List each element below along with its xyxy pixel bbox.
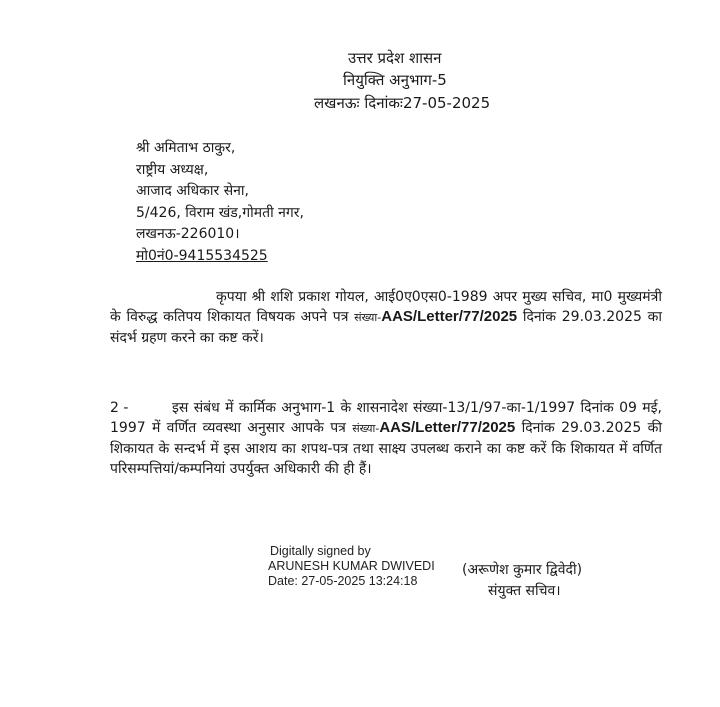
signatory-name: (अरूणेश कुमार द्विवेदी) <box>462 562 583 578</box>
signatory-block <box>462 560 582 602</box>
addressee-title: राष्ट्रीय अध्यक्ष, <box>136 161 209 178</box>
paragraph-1-text-a: कृपया श्री शशि प्रकाश गोयल, आई0ए0एस0-1989 अपर मुख्य सचिव, मा0 मुख्यमंत्री के विरुद्ध कतिपय शिकायत विषयक अपने पत्र <box>110 289 662 325</box>
digital-signature-block <box>268 544 435 589</box>
addressee-name: श्री अमिताभ ठाकुर, <box>136 140 236 156</box>
addressee-block <box>136 138 304 267</box>
paragraph-2-text-b: दिनांक 29.03.2025 की शिकायत के सन्दर्भ में इस आशय का शपथ-पत्र तथा साक्ष्य उपलब्ध कराने का कष्ट करें कि शिकायत में वर्णित परिसम्पत्तियां/कम्पनियां उपर्युक्त अधिकारी की ही हैं। <box>110 420 662 477</box>
paragraph-1-text-b: दिनांक 29.03.2025 का संदर्भ ग्रहण करने का कष्ट करें। <box>110 309 662 346</box>
paragraph-1-reference: AAS/Letter/77/2025 <box>381 308 518 325</box>
paragraph-2-ref-prefix: संख्या- <box>352 422 380 435</box>
paragraph-2 <box>110 398 662 479</box>
digital-signature-label: Digitally signed by <box>270 544 371 558</box>
header-place-date: लखनऊः दिनांकः27-05-2025 <box>314 94 491 112</box>
paragraph-2-number: 2 - <box>110 400 129 416</box>
addressee-street: 5/426, विराम खंड,गोमती नगर, <box>136 204 304 221</box>
addressee-organization: आजाद अधिकार सेना, <box>136 183 250 199</box>
paragraph-1-ref-prefix: संख्या- <box>354 311 382 324</box>
addressee-phone: मो0नं0-9415534525 <box>136 247 268 264</box>
header-department: नियुक्ति अनुभाग-5 <box>343 71 447 89</box>
signatory-designation: संयुक्त सचिव। <box>488 583 561 599</box>
paragraph-2-text-a: इस संबंध में कार्मिक अनुभाग-1 के शासनादेश संख्या-13/1/97-का-1/1997 दिनांक 09 मई, 1997 में वर्णित व्यवस्था अनुसार आपके पत्र <box>110 400 662 436</box>
paragraph-2-reference: AAS/Letter/77/2025 <box>379 419 516 436</box>
digital-signature-name: ARUNESH KUMAR DWIVEDI <box>268 559 435 573</box>
addressee-city: लखनऊ-226010। <box>136 226 240 242</box>
digital-signature-date: Date: 27-05-2025 13:24:18 <box>268 574 418 588</box>
header-government: उत्तर प्रदेश शासन <box>348 49 442 67</box>
paragraph-1 <box>110 287 662 348</box>
